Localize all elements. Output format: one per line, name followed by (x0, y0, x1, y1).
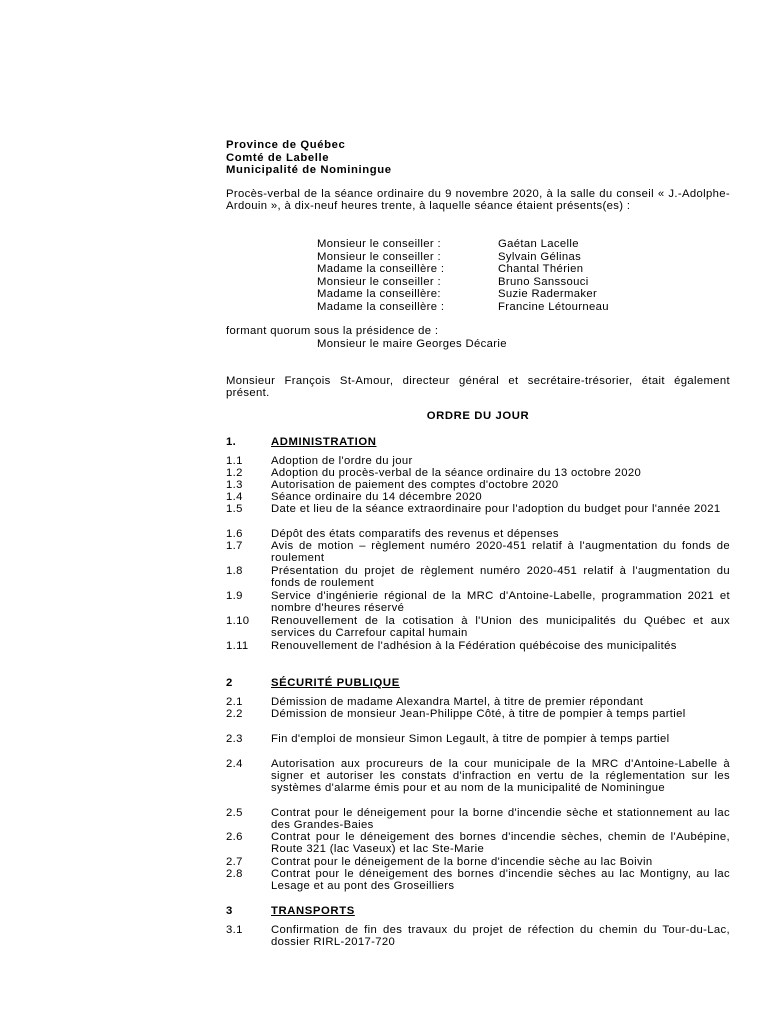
item-number: 1.4 (226, 491, 243, 503)
item-number: 1.3 (226, 479, 243, 491)
agenda-item: Dépôt des états comparatifs des revenus et dépenses (271, 528, 559, 540)
item-number: 2.4 (226, 758, 243, 770)
item-number: 1.6 (226, 528, 243, 540)
agenda-item: Autorisation aux procureurs de la cour municipale de la MRC d'Antoine-Labelle à signer et autoriser les constats d'infraction en vertu de la réglementation sur les systèmes d'alarme émis pour et au nom de la municipalité de Nominingue (271, 758, 730, 795)
item-number: 1.5 (226, 503, 243, 515)
attendee-name: Sylvain Gélinas (498, 251, 582, 263)
item-number: 2.1 (226, 696, 243, 708)
attendee-title: Madame la conseillère : (317, 263, 445, 275)
agenda-item: Démission de monsieur Jean-Philippe Côté, à titre de pompier à temps partiel (271, 708, 686, 720)
attendee-name: Gaétan Lacelle (498, 238, 579, 250)
attendee-title: Monsieur le conseiller : (317, 251, 441, 263)
mayor-line: Monsieur le maire Georges Décarie (317, 338, 507, 350)
agenda-item: Adoption du procès-verbal de la séance ordinaire du 13 octobre 2020 (271, 467, 642, 479)
section-number: 3 (226, 905, 233, 917)
agenda-item: Démission de madame Alexandra Martel, à titre de premier répondant (271, 696, 644, 708)
agenda-item: Renouvellement de l'adhésion à la Fédération québécoise des municipalités (271, 640, 677, 652)
item-number: 3.1 (226, 924, 243, 936)
agenda-item: Séance ordinaire du 14 décembre 2020 (271, 491, 483, 503)
agenda-item: Service d'ingénierie régional de la MRC d'Antoine-Labelle, programmation 2021 et nombre d'heures réservé (271, 590, 730, 615)
item-number: 1.11 (226, 640, 249, 652)
agenda-item: Contrat pour le déneigement des bornes d'incendie sèches, chemin de l'Aubépine, Route 321 (lac Vaseux) et lac Ste-Marie (271, 831, 730, 856)
agenda-item: Présentation du projet de règlement numéro 2020-451 relatif à l'augmentation du fonds de roulement (271, 565, 730, 590)
item-number: 2.3 (226, 733, 243, 745)
item-number: 1.7 (226, 540, 243, 552)
header-province: Province de Québec (226, 139, 346, 151)
agenda-item: Confirmation de fin des travaux du projet de réfection du chemin du Tour-du-Lac, dossier RIRL-2017-720 (271, 924, 730, 949)
agenda-title: ORDRE DU JOUR (426, 410, 530, 422)
agenda-item: Autorisation de paiement des comptes d'octobre 2020 (271, 479, 559, 491)
director-paragraph: Monsieur François St-Amour, directeur général et secrétaire-trésorier, était également présent. (226, 375, 730, 400)
agenda-item: Contrat pour le déneigement pour la borne d'incendie sèche et stationnement au lac des Grandes-Baies (271, 807, 730, 832)
attendee-name: Bruno Sanssouci (498, 276, 589, 288)
attendee-title: Madame la conseillère: (317, 288, 441, 300)
item-number: 2.8 (226, 868, 243, 880)
agenda-item: Fin d'emploi de monsieur Simon Legault, à titre de pompier à temps partiel (271, 733, 670, 745)
attendee-title: Monsieur le conseiller : (317, 276, 441, 288)
header-county: Comté de Labelle (226, 152, 330, 164)
agenda-item: Adoption de l'ordre du jour (271, 455, 413, 467)
attendee-name: Chantal Thérien (498, 263, 584, 275)
attendee-title: Monsieur le conseiller : (317, 238, 441, 250)
item-number: 2.2 (226, 708, 243, 720)
item-number: 2.6 (226, 831, 243, 843)
agenda-item: Renouvellement de la cotisation à l'Union des municipalités du Québec et aux services du Carrefour capital humain (271, 615, 730, 640)
section-title: ADMINISTRATION (271, 436, 377, 448)
item-number: 1.8 (226, 565, 243, 577)
item-number: 1.10 (226, 615, 250, 627)
item-number: 1.9 (226, 590, 243, 602)
attendee-name: Suzie Radermaker (498, 288, 598, 300)
section-number: 1. (226, 436, 237, 448)
agenda-item: Contrat pour le déneigement des bornes d'incendie sèches au lac Montigny, au lac Lesage et au pont des Groseilliers (271, 868, 730, 893)
item-number: 1.2 (226, 467, 243, 479)
item-number: 2.7 (226, 856, 243, 868)
section-title: TRANSPORTS (271, 905, 355, 917)
agenda-item: Avis de motion – règlement numéro 2020-451 relatif à l'augmentation du fonds de roulement (271, 540, 730, 565)
attendee-name: Francine Létourneau (498, 301, 609, 313)
item-number: 1.1 (226, 455, 243, 467)
agenda-item: Date et lieu de la séance extraordinaire pour l'adoption du budget pour l'année 2021 (271, 503, 721, 515)
section-title: SÉCURITÉ PUBLIQUE (271, 677, 400, 689)
section-number: 2 (226, 677, 233, 689)
header-municipality: Municipalité de Nominingue (226, 164, 392, 176)
item-number: 2.5 (226, 807, 243, 819)
attendee-title: Madame la conseillère : (317, 301, 445, 313)
intro-paragraph: Procès-verbal de la séance ordinaire du 9 novembre 2020, à la salle du conseil « J.-Adolphe-Ardouin », à dix-neuf heures trente, à laquelle séance étaient présents(es) : (226, 188, 730, 213)
quorum-line: formant quorum sous la présidence de : (226, 325, 439, 337)
agenda-item: Contrat pour le déneigement de la borne d'incendie sèche au lac Boivin (271, 856, 653, 868)
